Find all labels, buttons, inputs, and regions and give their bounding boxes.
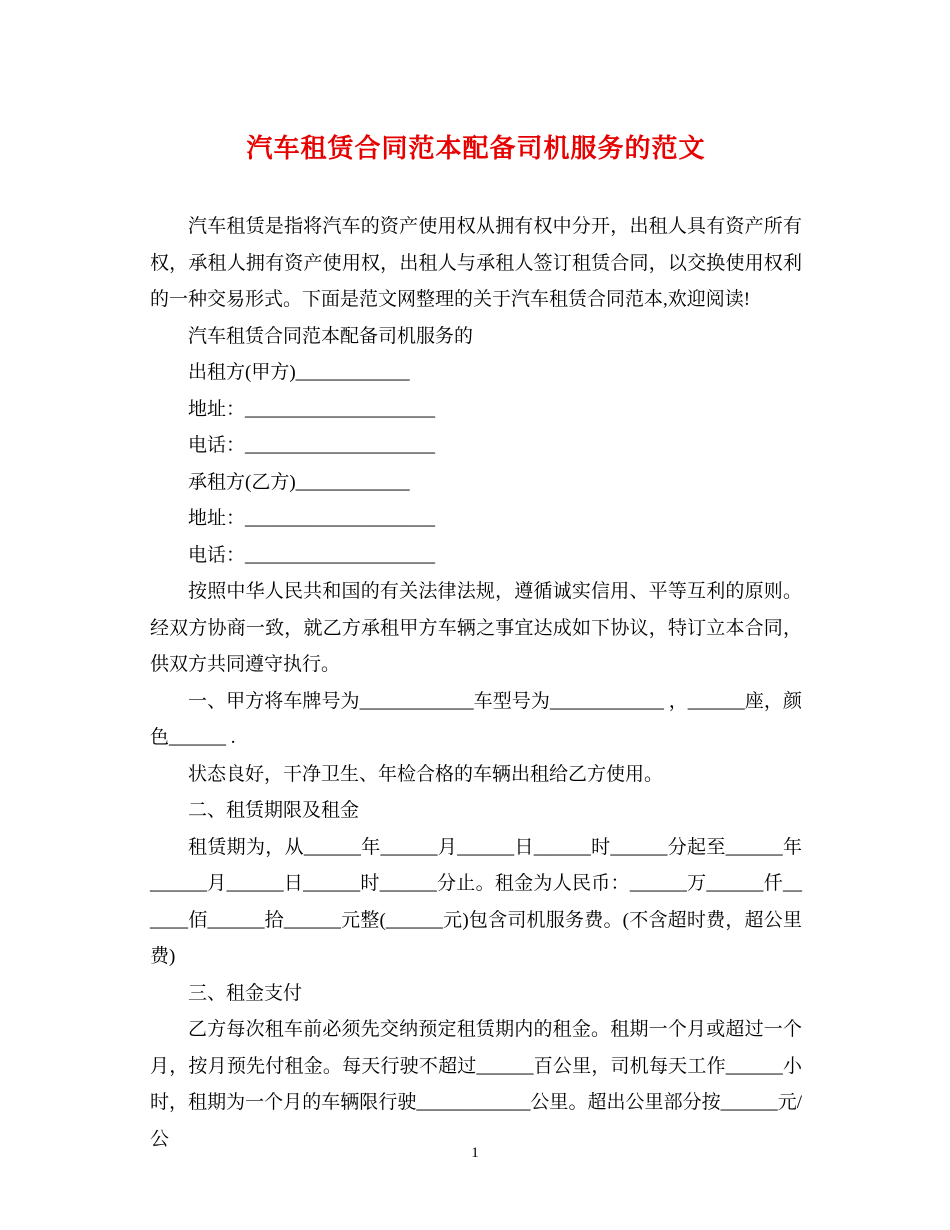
paragraph-subtitle: 汽车租赁合同范本配备司机服务的 — [188, 325, 474, 347]
paragraph-lessee-phone: 电话：____________________ — [188, 544, 436, 566]
paragraph-lessee: 承租方(乙方)____________ — [188, 471, 410, 493]
paragraph-lessee-address: 地址：____________________ — [188, 508, 436, 529]
document-body — [150, 209, 802, 1158]
paragraph-preamble: 按照中华人民共和国的有关法律法规，遵循诚实信用、平等互利的原则。经双方协商一致，就乙方承租甲方车辆之事宜达成如下协议，特订立本合同，供双方共同遵守执行。 — [150, 581, 802, 675]
document-title: 汽车租赁合同范本配备司机服务的范文 — [246, 134, 706, 163]
paragraph-clause-2-title: 二、租赁期限及租金 — [188, 800, 360, 821]
paragraph-clause-3-title: 三、租金支付 — [188, 982, 303, 1004]
paragraph-lessor-address: 地址：____________________ — [188, 398, 436, 420]
paragraph-lessor: 出租方(甲方)____________ — [188, 362, 410, 383]
paragraph-clause-1: 一、甲方将车牌号为____________车型号为____________ ，______座，颜色______ . — [150, 690, 802, 748]
paragraph-clause-1-cont: 状态良好，干净卫生、年检合格的车辆出租给乙方使用。 — [188, 763, 664, 785]
page-number: 1 — [471, 1145, 479, 1161]
paragraph-intro: 汽车租赁是指将汽车的资产使用权从拥有权中分开，出租人具有资产所有权，承租人拥有资产使用权，出租人与承租人签订租赁合同，以交换使用权利的一种交易形式。下面是范文网整理的关于汽车租赁合同范本,欢迎阅读! — [150, 216, 802, 310]
paragraph-lessor-phone: 电话：____________________ — [188, 435, 436, 456]
paragraph-clause-3-body: 乙方每次租车前必须先交纳预定租赁期内的租金。租期一个月或超过一个月，按月预先付租金。每天行驶不超过______百公里，司机每天工作______小时，租期为一个月的车辆限行驶____________公里。超出公里部分按______元/公 — [150, 1019, 802, 1150]
paragraph-clause-2-body: 租赁期为，从______年______月______日______时______分起至______年______月______日______时______分止。租金为人民币：______万______仟______佰______拾______元整(______元)包含司机服务费。(不含超时费，超公里费) — [150, 836, 802, 967]
